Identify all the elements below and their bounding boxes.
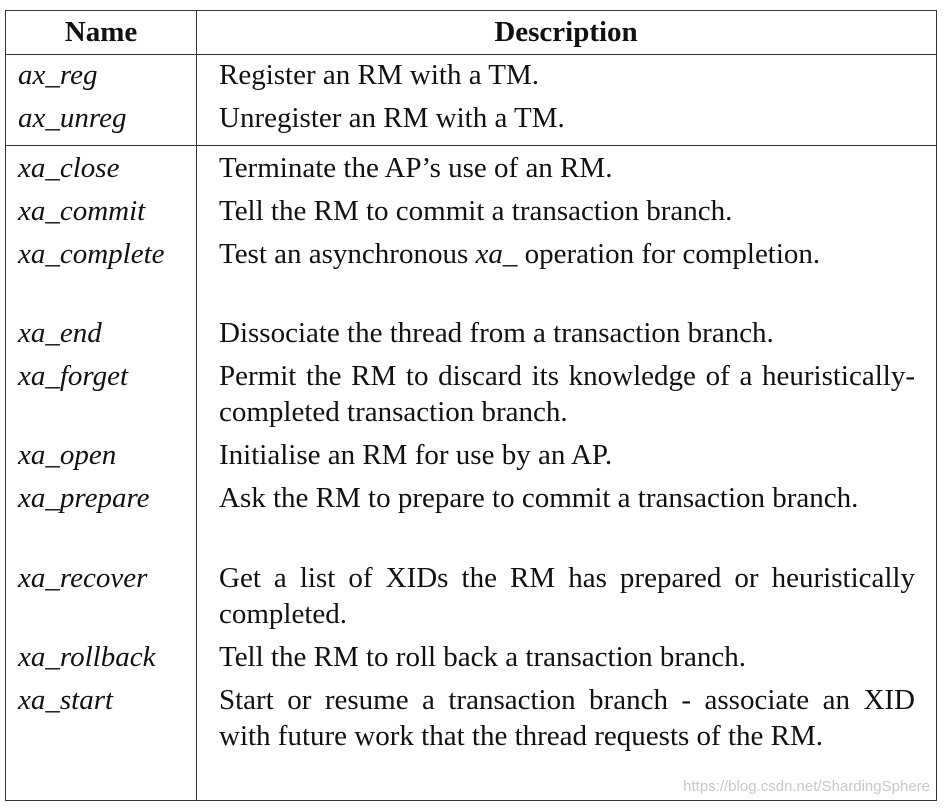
- header-name: Name: [64, 16, 138, 48]
- function-name: xa_end: [18, 317, 102, 349]
- function-name: ax_unreg: [18, 102, 127, 134]
- function-description: Ask the RM to prepare to commit a transaction branch.: [219, 482, 859, 514]
- function-description: Start or resume a transaction branch - associate an XID with future work that the thread requests of the RM.: [219, 684, 915, 752]
- function-description: Initialise an RM for use by an AP.: [219, 439, 613, 471]
- function-name: xa_start: [18, 684, 114, 716]
- watermark: https://blog.csdn.net/ShardingSphere: [683, 778, 930, 795]
- function-name: xa_rollback: [18, 641, 156, 673]
- function-name: ax_reg: [18, 59, 98, 91]
- group-separator: [6, 145, 936, 146]
- function-description: Permit the RM to discard its knowledge of a heuristically-completed transaction branch.: [219, 360, 915, 428]
- function-name: xa_forget: [18, 360, 129, 392]
- description-text: Test an asynchronous: [219, 238, 476, 270]
- function-description: Unregister an RM with a TM.: [219, 102, 565, 134]
- function-name: xa_complete: [18, 238, 165, 270]
- function-name: xa_recover: [18, 562, 148, 594]
- function-name: xa_open: [18, 439, 117, 471]
- function-description: Dissociate the thread from a transaction branch.: [219, 317, 774, 349]
- function-description: Tell the RM to commit a transaction branch.: [219, 195, 733, 227]
- function-description: Terminate the AP’s use of an RM.: [219, 152, 613, 184]
- header-separator: [6, 54, 936, 55]
- header-description: Description: [494, 16, 638, 48]
- function-description: Register an RM with a TM.: [219, 59, 540, 91]
- function-description: [219, 236, 915, 272]
- description-text: operation for completion.: [517, 238, 821, 270]
- column-divider: [196, 11, 197, 800]
- function-description: Tell the RM to roll back a transaction branch.: [219, 641, 747, 673]
- function-name: xa_prepare: [18, 482, 150, 514]
- function-name: xa_close: [18, 152, 120, 184]
- xa-function-table: [5, 10, 937, 801]
- description-code: xa_: [475, 238, 518, 270]
- function-name: xa_commit: [18, 195, 146, 227]
- function-description: Get a list of XIDs the RM has prepared or heuristically completed.: [219, 562, 915, 630]
